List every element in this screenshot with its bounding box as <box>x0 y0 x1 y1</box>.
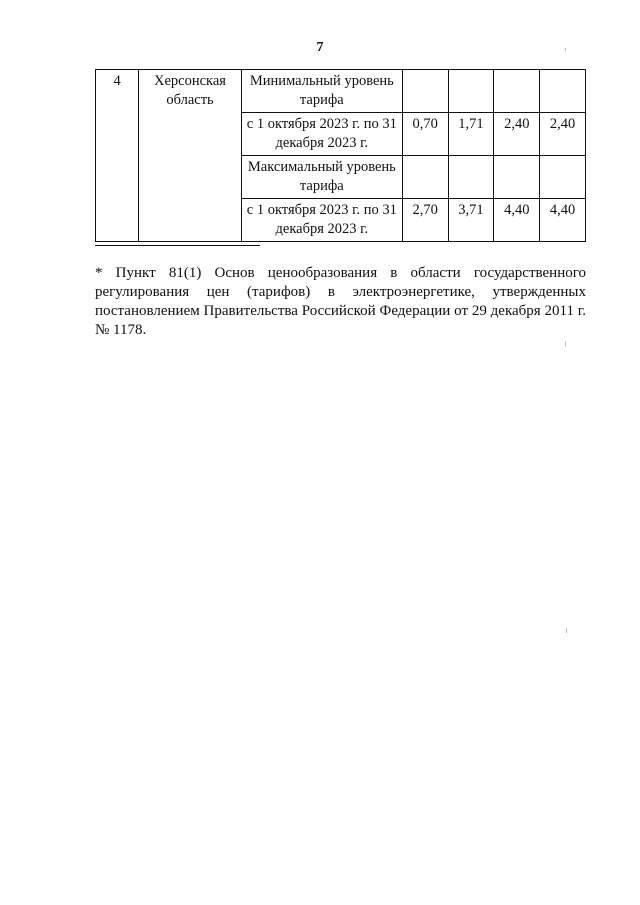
max-tariff-heading: Максимальный уровень тарифа <box>241 156 402 199</box>
scan-mark <box>565 342 566 346</box>
max-tariff-value-3: 4,40 <box>494 199 540 242</box>
scan-mark <box>565 48 566 51</box>
empty-cell <box>448 70 494 113</box>
empty-cell <box>402 70 448 113</box>
min-tariff-value-3: 2,40 <box>494 113 540 156</box>
min-tariff-value-4: 2,40 <box>540 113 586 156</box>
footnote-divider <box>95 245 260 246</box>
empty-cell <box>448 156 494 199</box>
empty-cell <box>540 70 586 113</box>
max-tariff-value-1: 2,70 <box>402 199 448 242</box>
empty-cell <box>540 156 586 199</box>
max-tariff-value-2: 3,71 <box>448 199 494 242</box>
region-cell: Херсонская область <box>139 70 242 242</box>
min-tariff-value-2: 1,71 <box>448 113 494 156</box>
page-number: 7 <box>316 40 324 55</box>
min-tariff-period: с 1 октября 2023 г. по 31 декабря 2023 г. <box>241 113 402 156</box>
table-row <box>96 70 586 113</box>
min-tariff-heading: Минимальный уровень тарифа <box>241 70 402 113</box>
scan-mark <box>566 628 567 633</box>
row-number-cell: 4 <box>96 70 139 242</box>
min-tariff-value-1: 0,70 <box>402 113 448 156</box>
footnote-text: * Пункт 81(1) Основ ценообразования в области государственного регулирования цен (тарифов) в электроэнергетике, утвержденных постановлением Правительства Российской Федерации от 29 декабря 2011 г. № 1178. <box>95 265 586 338</box>
tariff-table <box>95 69 586 242</box>
empty-cell <box>494 156 540 199</box>
empty-cell <box>494 70 540 113</box>
max-tariff-period: с 1 октября 2023 г. по 31 декабря 2023 г. <box>241 199 402 242</box>
empty-cell <box>402 156 448 199</box>
max-tariff-value-4: 4,40 <box>540 199 586 242</box>
